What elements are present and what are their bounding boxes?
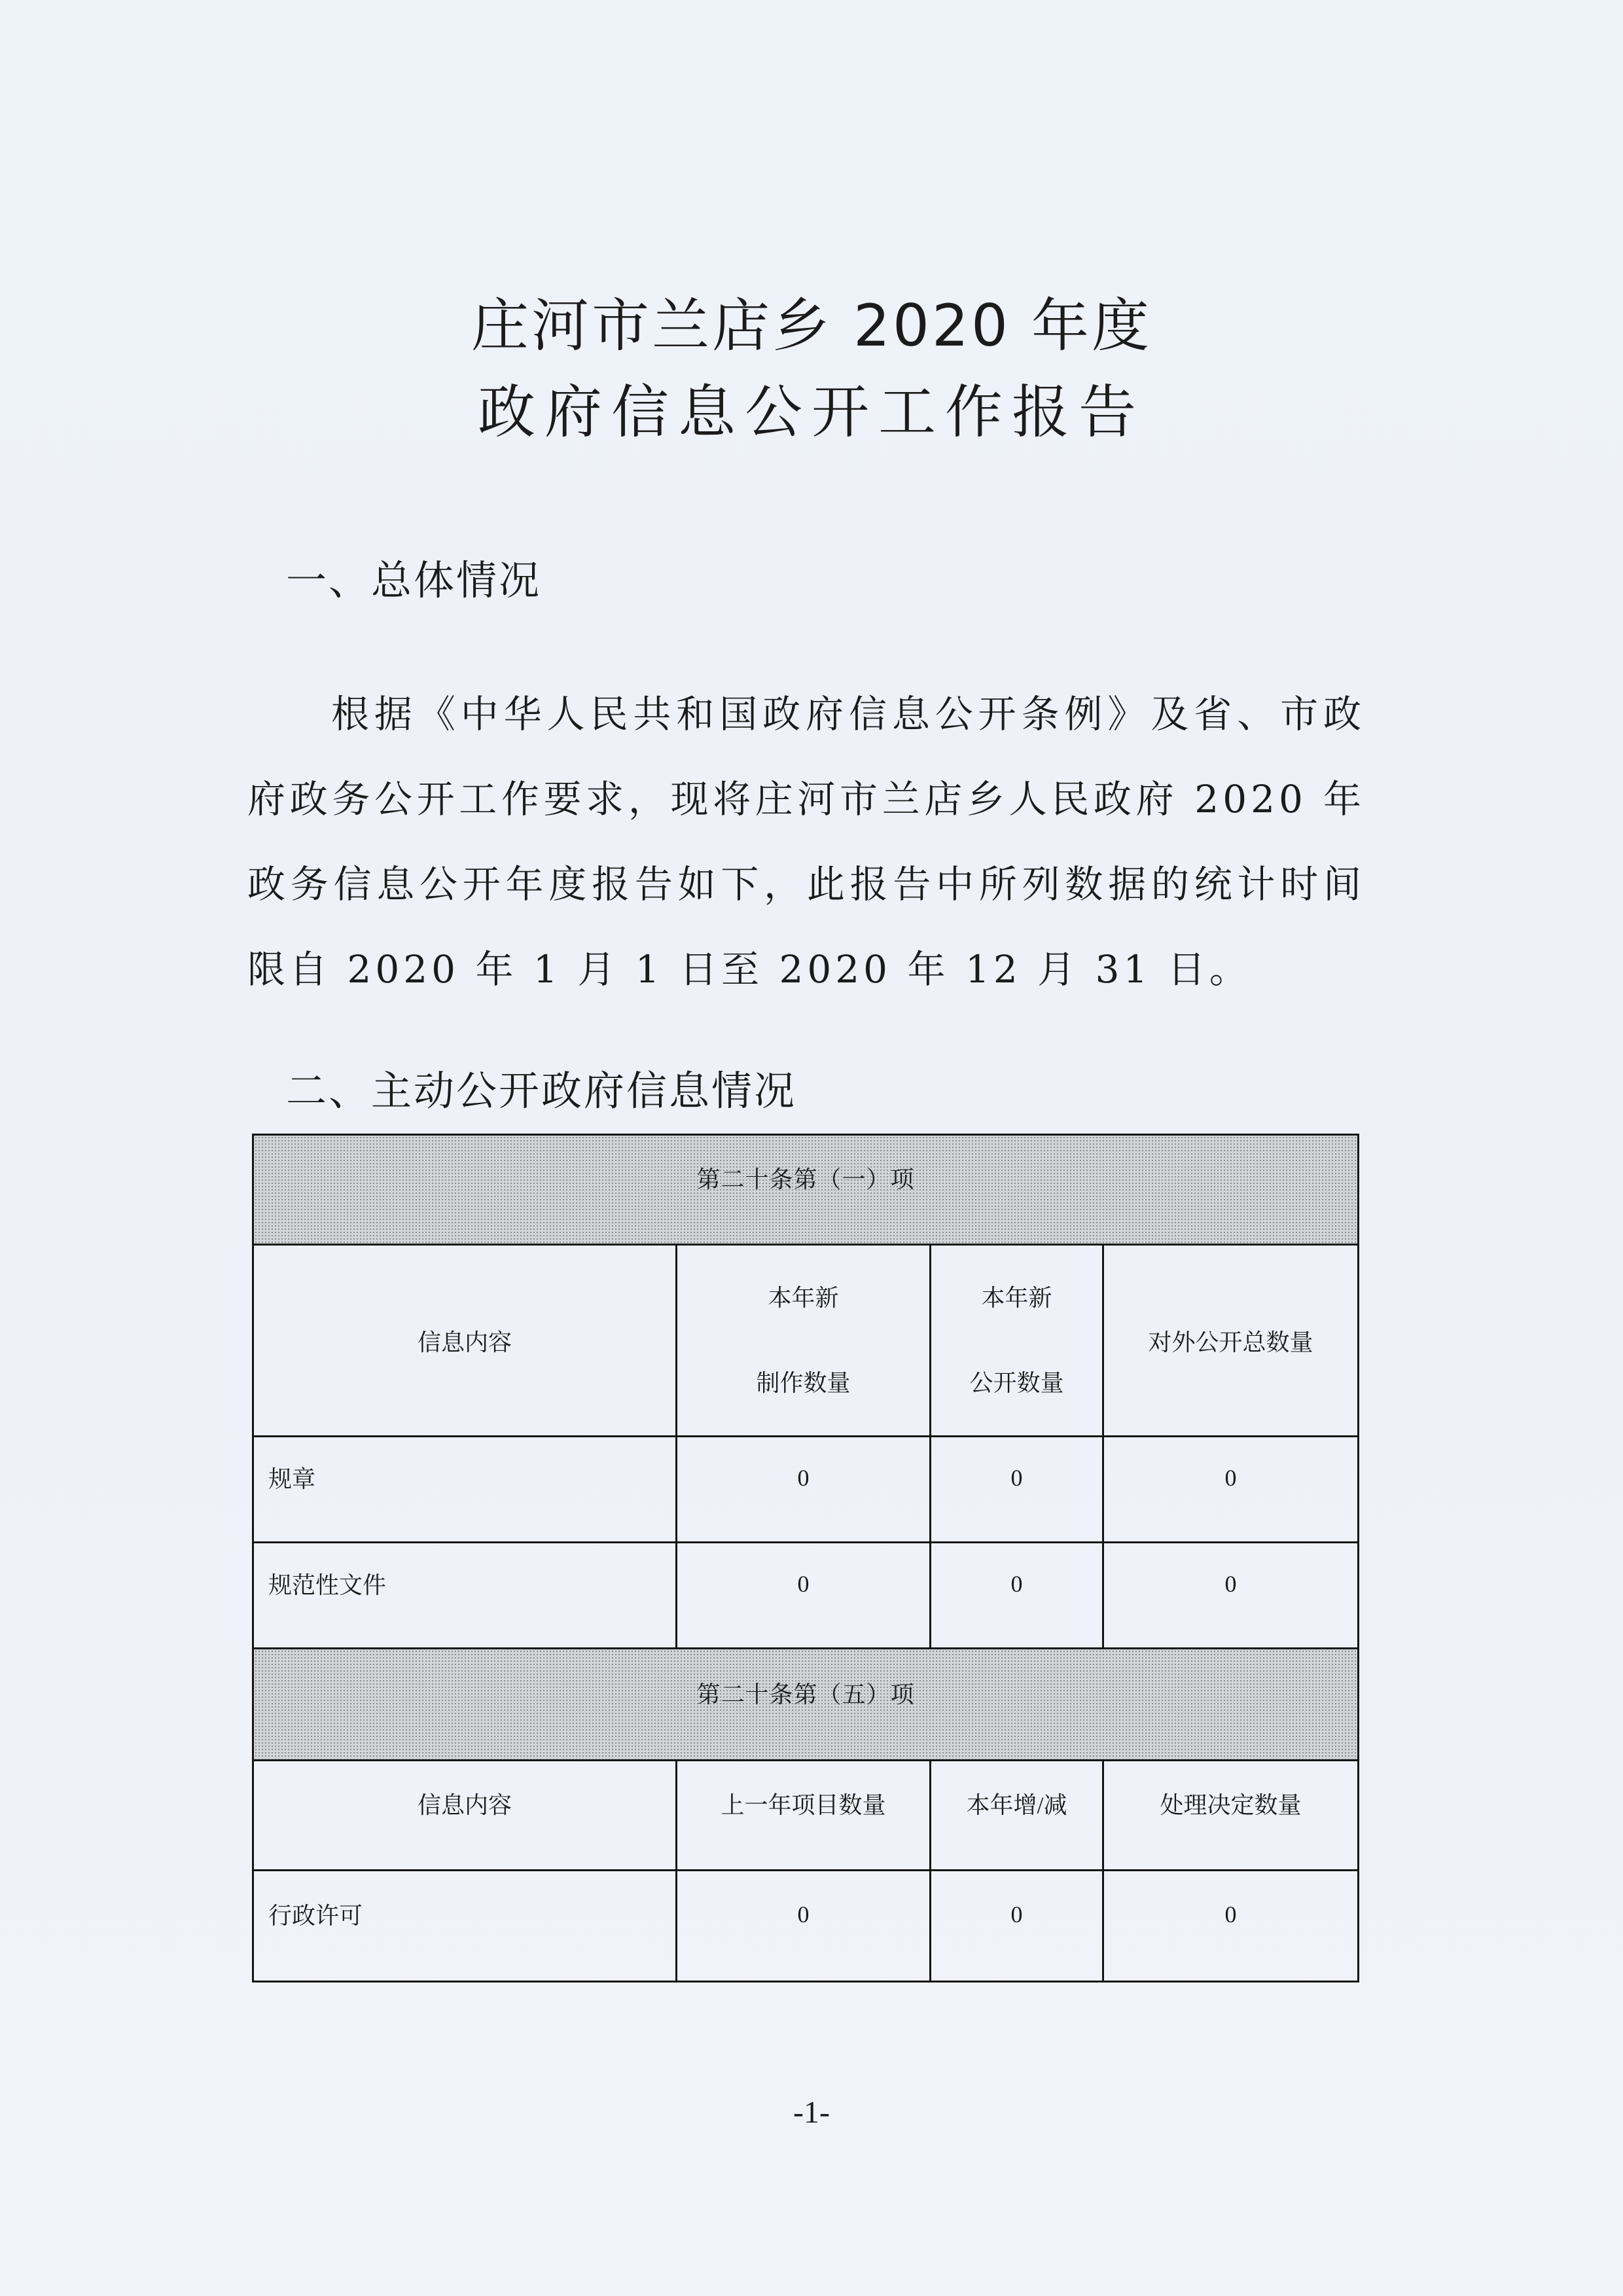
table-row [253, 1437, 1359, 1543]
table-header-row [253, 1245, 1359, 1437]
cell-value: 0 [677, 1871, 931, 1982]
section-heading-overview: 一、总体情况 [286, 556, 542, 604]
column-header-previous-year-count: 上一年项目数量 [677, 1761, 931, 1871]
cell-value: 0 [931, 1437, 1103, 1543]
band-article-20-item-5 [253, 1649, 1359, 1761]
column-header-new-produced: 本年新 制作数量 [677, 1245, 931, 1437]
page-number: -1- [793, 2095, 830, 2130]
cell-value: 0 [677, 1543, 931, 1649]
band-label: 第二十条第（五）项 [696, 1681, 915, 1708]
table-band-row [253, 1135, 1359, 1245]
table-header-row [253, 1761, 1359, 1871]
document-title-line-2: 政府信息公开工作报告 [477, 378, 1145, 446]
document-title-line-1: 庄河市兰店乡 2020 年度 [471, 292, 1152, 359]
column-header-year-change: 本年增/减 [931, 1761, 1103, 1871]
table-row [253, 1871, 1359, 1982]
table-band-row [253, 1649, 1359, 1761]
band-label: 第二十条第（一）项 [696, 1166, 915, 1193]
cell-value: 0 [1103, 1871, 1359, 1982]
column-header-new-disclosed: 本年新 公开数量 [931, 1245, 1103, 1437]
overview-paragraph: 根据《中华人民共和国政府信息公开条例》及省、市政府政务公开工作要求，现将庄河市兰店乡人民政府 2020 年政务信息公开年度报告如下，此报告中所列数据的统计时间限自 2020 年 1 月 1 日至 2020 年 12 月 31 日。 [247, 692, 1365, 992]
column-header-total-disclosed: 对外公开总数量 [1103, 1245, 1359, 1437]
band-article-20-item-1 [253, 1135, 1359, 1245]
row-label: 规范性文件 [253, 1543, 677, 1649]
cell-value: 0 [931, 1543, 1103, 1649]
disclosure-table [252, 1134, 1357, 1982]
cell-value: 0 [931, 1871, 1103, 1982]
cell-value: 0 [1103, 1437, 1359, 1543]
column-header-decisions-count: 处理决定数量 [1103, 1761, 1359, 1871]
column-header-info-content: 信息内容 [253, 1245, 677, 1437]
column-header-info-content: 信息内容 [253, 1761, 677, 1871]
section-heading-active-disclosure: 二、主动公开政府信息情况 [286, 1067, 797, 1115]
table-row [253, 1543, 1359, 1649]
cell-value: 0 [677, 1437, 931, 1543]
row-label: 行政许可 [253, 1871, 677, 1982]
row-label: 规章 [253, 1437, 677, 1543]
cell-value: 0 [1103, 1543, 1359, 1649]
